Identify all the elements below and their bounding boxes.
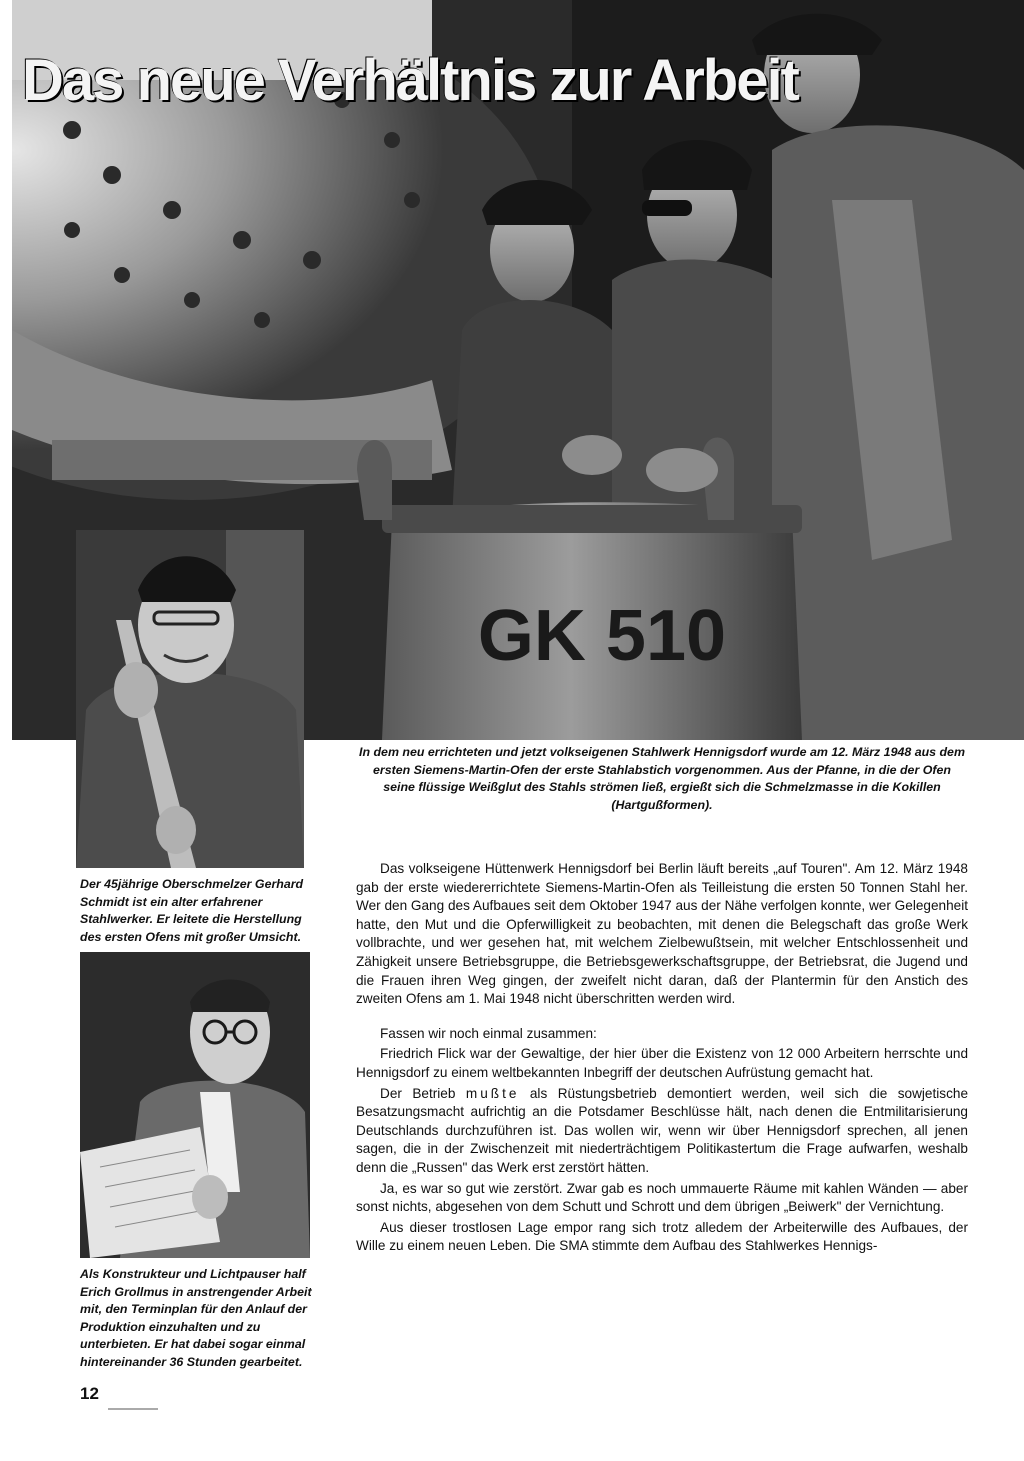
body-paragraph: Das volkseigene Hüttenwerk Hennigsdorf bei Berlin läuft bereits „auf Touren". Am 12. März 1948 gab der erste wiedererrichtete Siemens-Martin-Ofen als Teilleistung die ersten 50 Tonnen Stahl her. Wer den Gang des Aufbaues seit dem Oktober 1947 aus der Nähe verfolgen konnte, wer Gelegenheit hatte, den Mut und die Opferwilligkeit zu beobachten, mit denen die Belegschaft das große Werk vollbrachte, und wer gesehen hat, mit welchem Zielbewußtsein, mit welcher Entschlossenheit und Zähigkeit unsere Betriebsgruppe, die Betriebsgewerkschaftsgruppe, der Betriebsrat, die Jugend und die Frauen ihren Weg gingen, der zweifelt nicht daran, daß der Plantermin für den Anstich des zweiten Ofens am 1. Mai 1948 nicht überschritten werden wird. — [356, 861, 968, 1007]
ladle-marking: GK 510 — [477, 596, 727, 676]
article-body — [356, 860, 968, 1258]
body-paragraph — [356, 1085, 968, 1178]
body-paragraph: Fassen wir noch einmal zusammen: — [380, 1025, 597, 1041]
body-text-run: Der Betrieb — [380, 1085, 466, 1101]
photo-erich-grollmus — [80, 952, 310, 1258]
schmidt-photo-caption: Der 45jährige Oberschmelzer Gerhard Schmidt ist ein alter erfahrener Stahlwerker. Er leitete die Herstellung des ersten Ofens mit großer Umsicht. — [80, 877, 304, 944]
body-text-run: als Rüstungsbetrieb demontiert werden, weil sich die sowjetische Besatzungsmacht aufrichtig an die Potsdamer Beschlüsse hält, nach denen die Entmilitarisierung Deutschlands durchzuführen ist. Das wollen wir, wenn wir über Hennigsdorf sprechen, all jenen sagen, die in der Zwischenzeit mit niederträchtigem Politikastertum die Frage aufwarfen, weshalb denn die „Russen" das Werk erst zerstört hätten. — [356, 1085, 969, 1175]
body-paragraph: Friedrich Flick war der Gewaltige, der hier über die Existenz von 12 000 Arbeitern herrschte und Hennigsdorf zu einem weltbekannten Inbegriff der deutschen Aufrüstung gemacht hat. — [356, 1046, 968, 1080]
page-number: 12 — [80, 1384, 99, 1403]
grollmus-photo-caption: Als Konstrukteur und Lichtpauser half Erich Grollmus in anstrengender Arbeit mit, den Terminplan für den Anlauf der Produktion einzuhalten und zu unterbieten. Er hat dabei sogar einmal hintereinander 36 Stunden gearbeitet. — [80, 1267, 312, 1369]
body-paragraph: Ja, es war so gut wie zerstört. Zwar gab es noch ummauerte Räume mit kahlen Wänden — aber sonst nichts, abgesehen von dem Schutt und Schrott und dem übrigen „Beiwerk" der Vernichtung. — [356, 1180, 968, 1215]
body-paragraph: Aus dieser trostlosen Lage empor rang sich trotz alledem der Arbeiterwille des Aufbaues, der Wille zu einem neuen Leben. Die SMA stimmte dem Aufbau des Stahlwerkes Hennigs- — [356, 1219, 968, 1254]
emphasized-word: mußte — [465, 1085, 520, 1101]
photo-gerhard-schmidt — [76, 530, 304, 868]
hero-photo-caption: In dem neu errichteten und jetzt volkseigenen Stahlwerk Hennigsdorf wurde am 12. März 1948 aus dem ersten Siemens-Martin-Ofen der erste Stahlabstich vorgenommen. Aus der Pfanne, in die der Ofen seine flüssige Weißglut des Stahls strömen ließ, ergießt sich die Schmelzmasse in die Kokillen (Hartgußformen). — [359, 745, 965, 812]
article-headline: Das neue Verhältnis zur Arbeit — [22, 48, 798, 113]
engineer-portrait-illustration — [80, 952, 310, 1258]
worker-portrait-illustration — [76, 530, 304, 868]
